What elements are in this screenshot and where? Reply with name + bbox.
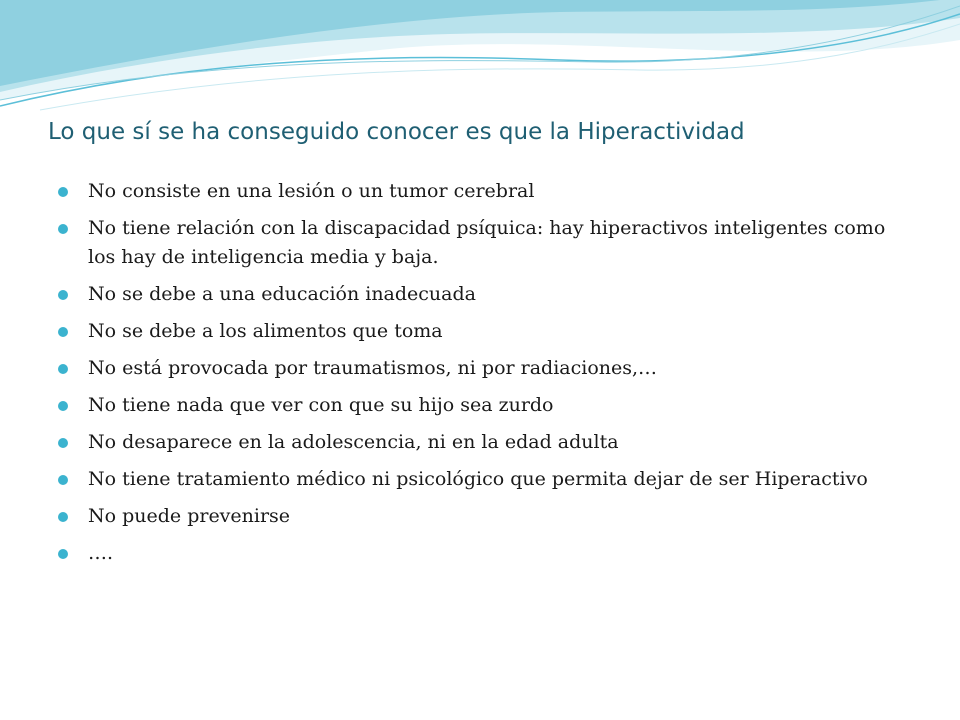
- bullet-dot-icon: [58, 327, 68, 337]
- bullet-dot-icon: [58, 438, 68, 448]
- bullet-dot-icon: [58, 401, 68, 411]
- list-item: [58, 428, 898, 457]
- bullet-dot-icon: [58, 475, 68, 485]
- list-item: [58, 354, 898, 383]
- bullet-text: No está provocada por traumatismos, ni por radiaciones,…: [88, 357, 658, 379]
- bullet-dot-icon: [58, 224, 68, 234]
- bullet-text: ….: [88, 542, 114, 564]
- list-item: [58, 280, 898, 309]
- list-item: [58, 317, 898, 346]
- bullet-text: No consiste en una lesión o un tumor cerebral: [88, 180, 535, 202]
- bullet-text: No tiene relación con la discapacidad psíquica: hay hiperactivos inteligentes como los hay de inteligencia media y baja.: [88, 217, 886, 268]
- bullet-text: No puede prevenirse: [88, 505, 291, 527]
- slide-title: Lo que sí se ha conseguido conocer es que la Hiperactividad: [48, 119, 745, 145]
- bullet-dot-icon: [58, 512, 68, 522]
- bullet-dot-icon: [58, 549, 68, 559]
- bullet-text: No tiene nada que ver con que su hijo sea zurdo: [88, 394, 554, 416]
- header-wave-decoration: [0, 0, 960, 120]
- bullet-text: No se debe a una educación inadecuada: [88, 283, 476, 305]
- bullet-dot-icon: [58, 290, 68, 300]
- bullet-dot-icon: [58, 187, 68, 197]
- bullet-text: No se debe a los alimentos que toma: [88, 320, 443, 342]
- list-item: [58, 391, 898, 420]
- bullet-text: No tiene tratamiento médico ni psicológico que permita dejar de ser Hiperactivo: [88, 468, 868, 490]
- list-item: [58, 465, 898, 494]
- bullet-list: [58, 177, 898, 576]
- list-item: [58, 539, 898, 568]
- list-item: [58, 177, 898, 206]
- list-item: [58, 502, 898, 531]
- list-item: [58, 214, 898, 272]
- bullet-text: No desaparece en la adolescencia, ni en la edad adulta: [88, 431, 619, 453]
- bullet-dot-icon: [58, 364, 68, 374]
